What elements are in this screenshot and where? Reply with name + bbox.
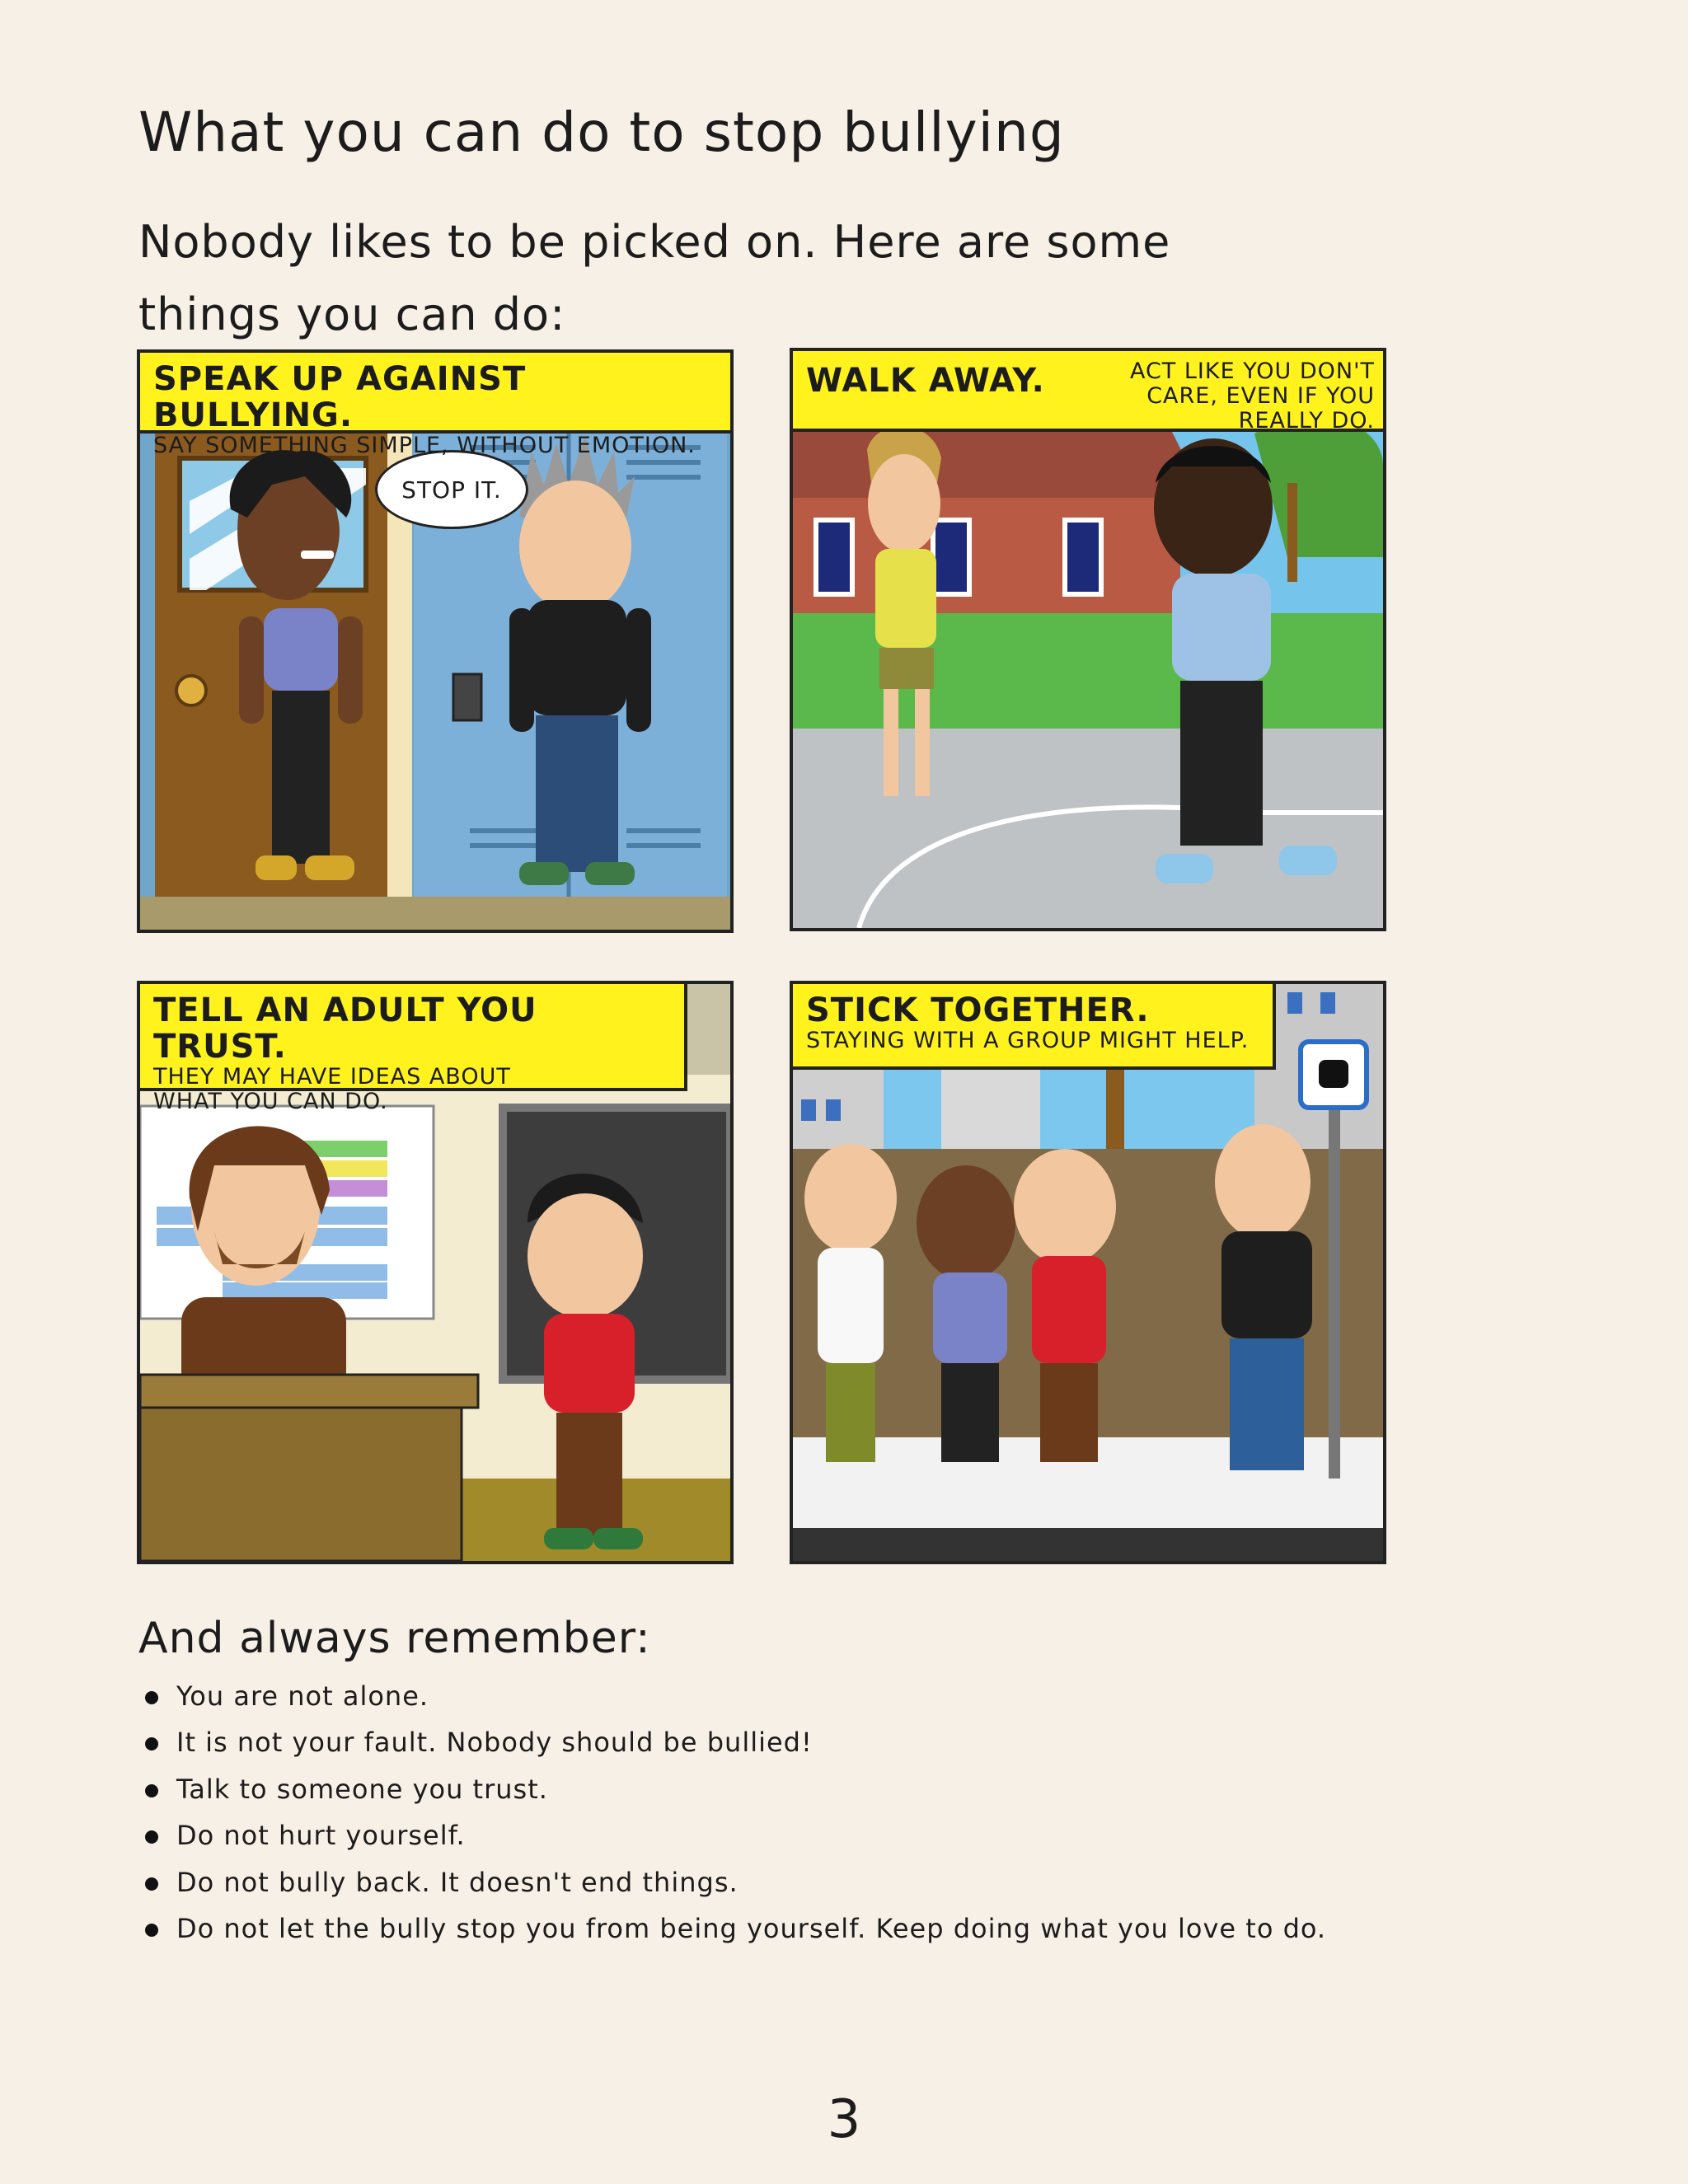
panel-heading: WALK AWAY.: [806, 362, 1045, 400]
list-item: It is not your fault. Nobody should be bullied!: [138, 1719, 1326, 1765]
panel-caption: [140, 984, 687, 1114]
panel-heading: STICK TOGETHER.: [806, 991, 1150, 1029]
panel-caption: [793, 351, 1386, 432]
comic-panel-tell-adult: [137, 981, 734, 1564]
list-item: Do not let the bully stop you from being yourself. Keep doing what you love to do.: [138, 1905, 1326, 1952]
panel-subheading: THEY MAY HAVE IDEAS ABOUT WHAT YOU CAN DO.: [153, 1064, 511, 1114]
panel-subheading: STAYING WITH A GROUP MIGHT HELP.: [806, 1028, 1250, 1053]
schoolyard-scene-illustration: [793, 351, 1383, 928]
panel-heading: SPEAK UP AGAINST BULLYING.: [153, 360, 527, 434]
intro-text: Nobody likes to be picked on. Here are some things you can do:: [138, 216, 1171, 340]
panel-caption: [793, 984, 1276, 1070]
list-item: Talk to someone you trust.: [138, 1766, 1326, 1812]
page-title: What you can do to stop bullying: [138, 101, 1065, 164]
remember-heading: And always remember:: [138, 1614, 651, 1663]
panel-subheading: SAY SOMETHING SIMPLE, WITHOUT EMOTION.: [153, 433, 696, 458]
comic-panel-stick-together: [790, 981, 1386, 1564]
bus-stop-scene-illustration: [793, 984, 1383, 1561]
remember-list: [138, 1673, 1326, 1952]
list-item: Do not hurt yourself.: [138, 1812, 1326, 1858]
comic-panel-speak-up: [137, 349, 734, 933]
list-item: Do not bully back. It doesn't end things.: [138, 1859, 1326, 1905]
page-number: 3: [827, 2089, 861, 2150]
panel-heading: TELL AN ADULT YOU TRUST.: [153, 991, 537, 1066]
comic-panel-walk-away: [790, 348, 1386, 931]
speech-bubble: STOP IT.: [375, 450, 528, 529]
panel-caption: [140, 353, 734, 458]
list-item: You are not alone.: [138, 1673, 1326, 1719]
panel-subheading: ACT LIKE YOU DON'T CARE, EVEN IF YOU REALLY DO.: [1129, 359, 1375, 434]
